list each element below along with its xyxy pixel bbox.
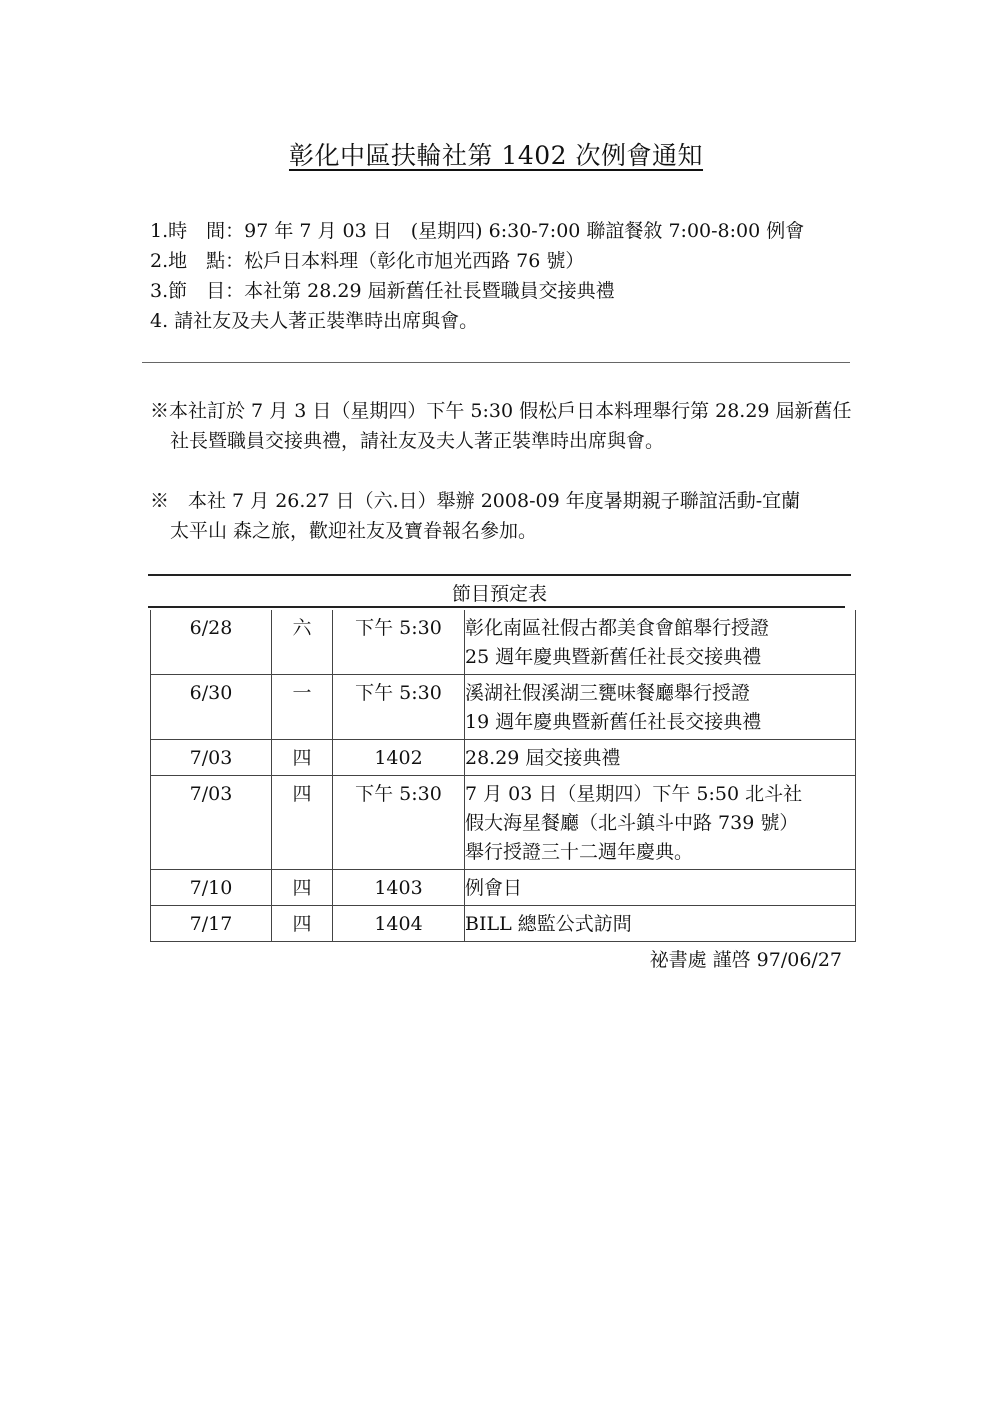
- schedule-row: [151, 776, 856, 870]
- schedule-description-line: 19 週年慶典暨新舊任社長交接典禮: [465, 711, 762, 733]
- note-line: ※本社訂於 7 月 3 日（星期四）下午 5:30 假松戶日本料理舉行第 28.29 屆新舊任: [150, 400, 852, 422]
- schedule-date: 6/30: [151, 675, 272, 740]
- schedule-description: [465, 740, 856, 776]
- signature: 祕書處 謹啓 97/06/27: [649, 949, 842, 971]
- section-divider: [142, 362, 850, 363]
- schedule-row: [151, 870, 856, 906]
- schedule-description-line: BILL 總監公式訪問: [465, 913, 632, 935]
- schedule-time: 1402: [333, 740, 465, 776]
- schedule-weekday: 六: [272, 610, 333, 675]
- schedule-weekday: 一: [272, 675, 333, 740]
- info-reminder: 4. 請社友及夫人著正裝準時出席與會。: [150, 310, 479, 332]
- schedule-description: [465, 906, 856, 942]
- schedule-description: [465, 675, 856, 740]
- note-line: ※ 本社 7 月 26.27 日（六.日）舉辦 2008-09 年度暑期親子聯誼活動-宜蘭: [150, 490, 801, 512]
- schedule-description-line: 7 月 03 日（星期四）下午 5:50 北斗社: [465, 783, 803, 805]
- schedule-date: 7/03: [151, 740, 272, 776]
- schedule-weekday: 四: [272, 740, 333, 776]
- schedule-top-rule: [148, 574, 851, 576]
- schedule-description-line: 彰化南區社假古都美食會館舉行授證: [465, 617, 770, 639]
- schedule-description-line: 舉行授證三十二週年慶典。: [465, 841, 694, 863]
- schedule-description-line: 溪湖社假溪湖三甕味餐廳舉行授證: [465, 682, 751, 704]
- note-2: [150, 486, 855, 546]
- schedule-row: [151, 740, 856, 776]
- schedule-row: [151, 675, 856, 740]
- info-program: 3.節 目：本社第 28.29 屆新舊任社長暨職員交接典禮: [150, 280, 615, 302]
- schedule-caption: 節目預定表: [451, 583, 547, 605]
- schedule-date: 6/28: [151, 610, 272, 675]
- schedule-time: 下午 5:30: [333, 610, 465, 675]
- info-time: 1.時 間：97 年 7 月 03 日 (星期四) 6:30-7:00 聯誼餐敘 7:00-8:00 例會: [150, 220, 805, 242]
- info-place: 2.地 點：松戶日本料理（彰化市旭光西路 76 號）: [150, 250, 585, 272]
- schedule-time: 下午 5:30: [333, 776, 465, 870]
- schedule-weekday: 四: [272, 906, 333, 942]
- schedule-description-line: 25 週年慶典暨新舊任社長交接典禮: [465, 646, 762, 668]
- note-line: 太平山 森之旅，歡迎社友及寶眷報名參加。: [170, 520, 538, 542]
- meeting-info: [150, 216, 804, 336]
- schedule-description: [465, 776, 856, 870]
- schedule-description-line: 28.29 屆交接典禮: [465, 747, 621, 769]
- schedule-description-line: 例會日: [465, 877, 523, 899]
- schedule-date: 7/17: [151, 906, 272, 942]
- schedule-time: 1403: [333, 870, 465, 906]
- schedule-date: 7/10: [151, 870, 272, 906]
- schedule-caption-rule: [148, 606, 845, 608]
- schedule-date: 7/03: [151, 776, 272, 870]
- schedule-row: [151, 906, 856, 942]
- schedule-table: [150, 610, 856, 942]
- note-line: 社長暨職員交接典禮，請社友及夫人著正裝準時出席與會。: [170, 430, 665, 452]
- note-1: [150, 396, 855, 456]
- schedule-description: [465, 610, 856, 675]
- schedule-weekday: 四: [272, 870, 333, 906]
- schedule-time: 1404: [333, 906, 465, 942]
- schedule-description-line: 假大海星餐廳（北斗鎮斗中路 739 號）: [465, 812, 799, 834]
- notice-title: 彰化中區扶輪社第 1402 次例會通知: [288, 141, 704, 170]
- schedule-weekday: 四: [272, 776, 333, 870]
- schedule-description: [465, 870, 856, 906]
- schedule-time: 下午 5:30: [333, 675, 465, 740]
- schedule-row: [151, 610, 856, 675]
